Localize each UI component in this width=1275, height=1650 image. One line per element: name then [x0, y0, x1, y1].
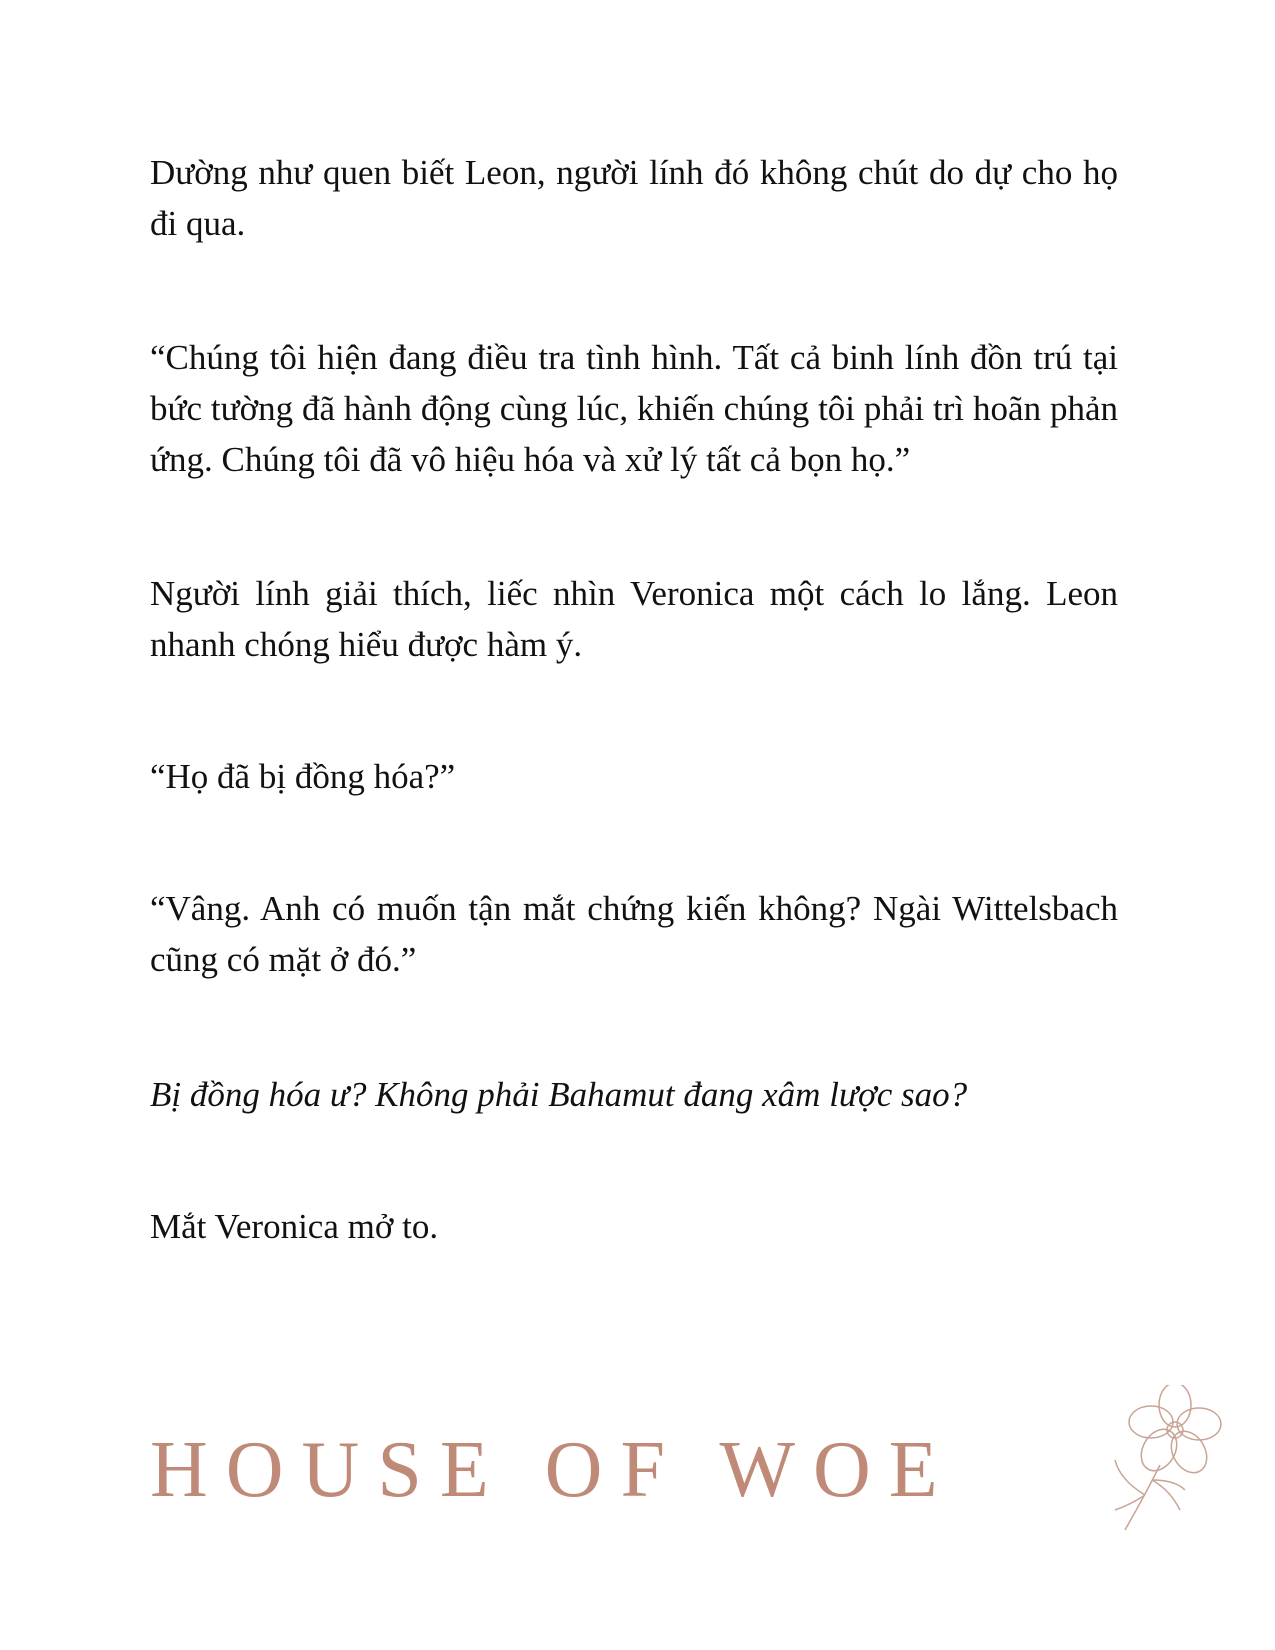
paragraph-7: Mắt Veronica mở to. — [150, 1207, 439, 1246]
flower-watermark-icon — [1100, 1385, 1240, 1535]
paragraph-3: Người lính giải thích, liếc nhìn Veronica một cách lo lắng. Leon nhanh chóng hiểu được hàm ý. — [150, 574, 1118, 664]
paragraph-6: Bị đồng hóa ư? Không phải Bahamut đang xâm lược sao? — [150, 1075, 968, 1114]
watermark-text: HOUSE OF WOE — [150, 1426, 956, 1514]
paragraph-5: “Vâng. Anh có muốn tận mắt chứng kiến không? Ngài Wittelsbach cũng có mặt ở đó.” — [150, 889, 1118, 979]
paragraph-2: “Chúng tôi hiện đang điều tra tình hình. Tất cả binh lính đồn trú tại bức tường đã hành động cùng lúc, khiến chúng tôi phải trì hoãn phản ứng. Chúng tôi đã vô hiệu hóa và xử lý tất cả bọn họ.” — [150, 338, 1118, 479]
document-body — [150, 147, 1118, 1252]
paragraph-4: “Họ đã bị đồng hóa?” — [150, 757, 456, 796]
paragraph-1: Dường như quen biết Leon, người lính đó không chút do dự cho họ đi qua. — [150, 153, 1118, 243]
